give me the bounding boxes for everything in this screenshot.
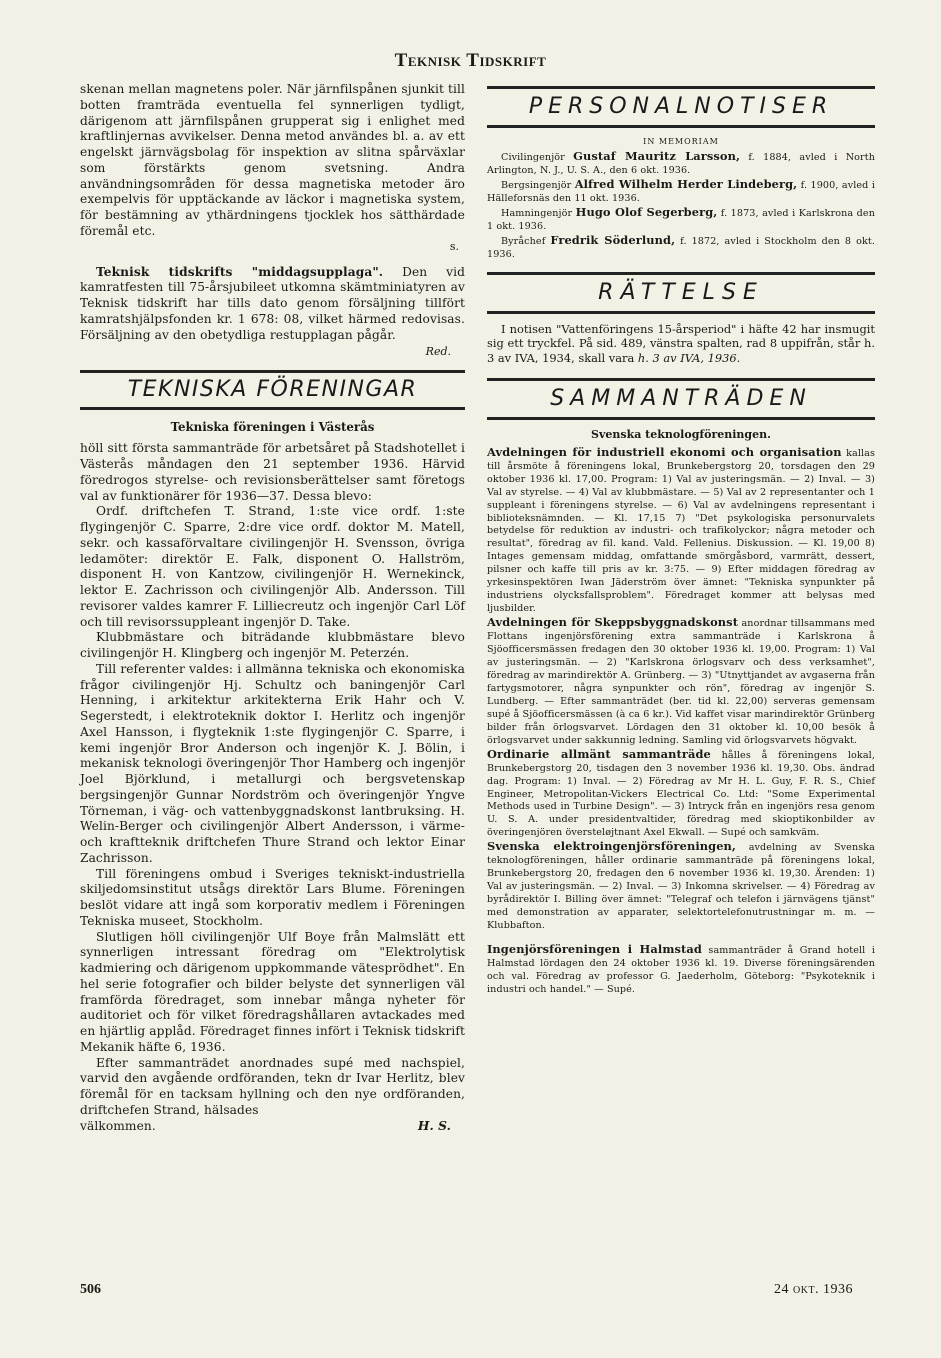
paragraph-2: Ordf. driftchefen T. Strand, 1:ste vice ordf. 1:ste flygingenjör C. Sparre, 2:dre vice ordf. doktor M. Matell, sekr. och kassaförvaltare civilingenjör H. Svensson, övriga ledamöter: direktör E. Falk, disponent O. Hallström, disponent H. von Kantzow, civilingenjör H. Wernekinck, lektor E. Zachrisson och civilingenjör Alb. Andersson. Till revisorer valdes kamrer F. Lilliecreutz och ingenjör Carl Löf och till revisorssuppleant ingenjör D. Take.: [80, 504, 465, 629]
memoriam-entry: [487, 206, 875, 234]
meeting-entry: [487, 840, 875, 933]
memoriam-text: f. 1873, avled i Karlskrona den 1 okt. 1936.: [487, 207, 875, 232]
meeting-text: kallas till årsmöte å föreningens lokal, Brunkebergstorg 20, torsdagen den 29 oktober 1936 kl. 17,00. Program: 1) Val av justeringsmän. — 2) Inval. — 3) Val av styrelse. — 4) Val av klubbmästare. — 5) Val av 2 representanter och 1 suppleant i föreningens styrelse. — 6) Val av avdelningens representant i biblioteksnämnden. — Kl. 17,15 7) "Det psykologiska personurvalets betydelse för reduktion av industri- och trafikolyckor; några metoder och resultat", föredrag av fil. kand. Vald. Fellenius. Diskussion. — Kl. 19,00 8) Intages gemensam middag, omfattande smörgåsbord, varmrätt, dessert, pilsner och kaffe till pris av kr. 3:75. — 9) Efter middagen föredrag av yrkesinspektören Iwan Jäderström över ämnet: "Tekniska synpunkter på industriens olycksfallsproblem". Föredraget kommer att belysas med ljusbilder.: [487, 447, 876, 615]
intro-paragraph: skenan mellan magnetens poler. När järnfilspånen sjunkit till botten framträda eventuella fel synnerligen tydligt, därigenom att järnfilspånen grupperat sig i enlighet med kraftlinjernas avvikelser. Denna metod användes bl. a. av ett engelskt järnvägsbolag för inspektion av slitna spårväxlar som förstärkts genom svetsning. Andra användningsområden för dessa magnetiska metoder äro exempelvis för upptäckande av läckor i magnetiska system, för bestämning av ythärdningens tjocklek hos sätthärdade föremål etc.: [80, 82, 465, 238]
paragraph-1: höll sitt första sammanträde för arbetsåret på Stadshotellet i Västerås måndagen den 21 september 1936. Härvid föredrogos styrelse- och revisionsberättelser samt företogs val av funktionärer för 1936—37. Dessa blevo:: [80, 441, 465, 503]
middag-paragraph: [80, 265, 465, 344]
memoriam-title: Bergsingenjör: [501, 179, 572, 191]
meeting-lead: Ingenjörsföreningen i Halmstad: [487, 942, 702, 956]
paragraph-7: Efter sammanträdet anordnades supé med nachspiel, varvid den avgående ordföranden, tekn dr Ivar Herlitz, blev föremål för en tacksam hyllning och den nye ordföranden, driftchefen Strand, hälsades: [80, 1055, 465, 1117]
memoriam-entry: [487, 234, 875, 262]
tekniska-foreningar-heading: TEKNISKA FÖRENINGAR: [127, 377, 418, 403]
middag-title: Teknisk tidskrifts "middagsupplaga".: [96, 264, 384, 279]
memoriam-text: f. 1900, avled i Hälleforsnäs den 11 okt. 1936.: [487, 179, 875, 204]
meeting-text: hålles å föreningens lokal, Brunkebergstorg 20, tisdagen den 3 november 1936 kl. 19,30. Obs. ändrad dag. Program: 1) Inval. — 2) Föredrag av Mr H. L. Guy, F. R. S., Chief Engineer, Metropolitan-Vickers Electrical Co. Ltd: "Some Experimental Methods used in Turbine Design". — 3) Intryck från en ingenjörs resa genom U. S. A. under presidentvaltider, föredrag med skioptikonbilder av överingenjören översteløjtnant Axel Ekwall. — Supé och samkväm.: [487, 749, 875, 839]
memoriam-name: Gustaf Mauritz Larsson,: [573, 149, 741, 163]
rattelse-banner: [487, 272, 875, 314]
rattelse-text: [487, 322, 875, 366]
memoriam-entry: [487, 150, 875, 178]
sammantraden-heading: SAMMANTRÄDEN: [550, 385, 812, 411]
paragraph-5: Till föreningens ombud i Sveriges tekniskt-industriella skiljedomsinstitut utsågs direktör Lars Blume. Föreningen beslöt vidare att ingå som korporativ medlem i Föreningen Tekniska museet, Stockholm.: [80, 866, 465, 928]
teknologforeningen-subheading: Svenska teknologföreningen.: [591, 427, 771, 441]
memoriam-title: Hamningenjör: [501, 207, 573, 219]
meeting-entry: [487, 616, 875, 748]
meeting-text: avdelning av Svenska teknologföreningen, håller ordinarie sammanträde på föreningens lokal, Brunkebergstorg 20, fredagen den 6 november 1936 kl. 19,30. Ärenden: 1) Val av justeringsmän. — 2) Inval. — 3) Inkomna skrivelser. — 4) Föredrag av byrådirektör I. Billing över ämnet: "Telegraf och telefon i järnvägens tjänst" med demonstration av apparater, selektortelefonutrustningar m. m. — Klubbafton.: [487, 842, 875, 932]
intro-signature: s.: [449, 239, 459, 253]
masthead: Teknisk Tidskrift: [394, 50, 547, 71]
memoriam-text: f. 1884, avled i North Arlington, N. J., U. S. A., den 6 okt. 1936.: [487, 152, 875, 176]
personalnotiser-banner: [487, 86, 875, 128]
rattelse-body: I notisen "Vattenföringens 15-årsperiod" i häfte 42 har insmugit sig ett tryckfel. På sid. 489, vänstra spalten, rad 8 uppifrån, står h. 3 av IVA, 1934, skall vara: [487, 321, 875, 366]
memoriam-name: Alfred Wilhelm Herder Lindeberg,: [574, 176, 798, 191]
memoriam-text: f. 1872, avled i Stockholm den 8 okt. 1936.: [487, 235, 876, 260]
left-column: [80, 82, 465, 1134]
meeting-lead: Avdelningen för Skeppsbyggnadskonst: [487, 615, 739, 630]
page-number: 506: [80, 1282, 101, 1297]
meeting-entry: [487, 943, 875, 997]
memoriam-title: Civilingenjör: [501, 152, 565, 163]
rattelse-heading: RÄTTELSE: [598, 279, 764, 305]
closing-line: [80, 1119, 465, 1135]
tekniska-foreningar-banner: [80, 370, 465, 410]
meeting-entry: [487, 446, 875, 616]
paragraph-4: Till referenter valdes: i allmänna tekniska och ekonomiska frågor civilingenjör Hj. Schultz och baningenjör Carl Henning, i arkitektur arkitekterna Erik Hahr och V. Segerstedt, i elektroteknik doktor I. Herlitz och ingenjör Axel Hansson, i flygteknik 1:ste flygingenjör C. Sparre, i kemi ingenjör Bror Anderson och ingenjör K. J. Bölin, i mekanisk teknologi överingenjör Thor Hamberg och ingenjör Joel Björklund, i metallurgi och bergsvetenskap bergsingenjör Gunnar Nordström och överingenjör Yngve Törneman, i väg- och vattenbyggnadskonst lantbruksing. H. Welin-Berger och civilingenjör Albert Andersson, i värme- och kraftteknik driftchefen Thure Strand och lektor Einar Zachrisson.: [80, 661, 465, 865]
sammantraden-banner: [487, 378, 875, 420]
right-column: [487, 82, 875, 997]
memoriam-name: Fredrik Söderlund,: [550, 232, 676, 247]
meeting-lead: Avdelningen för industriell ekonomi och organisation: [487, 444, 842, 459]
middag-text: Den vid kamratfesten till 75-årsjubileet utkomna skämtminiatyren av Teknisk tidskrift har tills dato genom försäljning tillfört kamratshjälpsfonden kr. 1 678: 08, vilket härmed redovisas. Försäljning av den obetydliga restupplagan pågår.: [80, 264, 466, 342]
memoriam-name: Hugo Olof Segerberg,: [575, 204, 718, 219]
rattelse-correct-value: h. 3 av IVA, 1936.: [637, 351, 741, 366]
meeting-text: anordnar tillsammans med Flottans ingenjörsförening extra sammanträde i Karlskrona å Sjöofficersmässen fredagen den 30 oktober 1936 kl. 19,00. Program: 1) Val av justeringsmän. — 2) "Karlskrona örlogsvarv och dess verksamhet", föredrag av marindirektör A. Grünberg. — 3) "Utnyttjandet av avgaserna från fartygsmotorer, några synpunkter och rön", föredrag av ingenjör S. Lundberg. — Efter sammanträdet (ber. tid kl. 22,00) serveras gemensam supé å Sjöofficersmässen (à ca 6 kr.). Vid kaffet visar marindirektör Grünberg bilder från örlogsvarvet. Lördagen den 31 oktober kl. 10,00 besök å örlogsvarvet under sakkunnig ledning. Samling vid örlogsvarvets högvakt.: [487, 618, 875, 746]
closing-word: välkommen.: [80, 1118, 156, 1133]
paragraph-6: Slutligen höll civilingenjör Ulf Boye från Malmslätt ett synnerligen intressant föredrag om "Elektrolytisk kadmiering och därigenom uppkommande vätesprödhet". En hel serie fotografier och bilder belyste det synnerligen väl framförda föredraget, som innebar många nyheter för auditoriet och för vilket föredragshållaren avtackades med en hjärtlig applåd. Föredraget finnes infört i Teknisk tidskrift Mekanik häfte 6, 1936.: [80, 929, 465, 1054]
paragraph-3: Klubbmästare och biträdande klubbmästare blevo civilingenjör H. Klingberg och ingenjör M. Peterzén.: [80, 630, 465, 660]
meeting-entry: [487, 748, 875, 841]
issue-date: 24 okt. 1936: [774, 1282, 854, 1297]
personalnotiser-heading: PERSONALNOTISER: [528, 94, 834, 119]
middag-signature: Red.: [425, 345, 451, 359]
meeting-text: sammanträder å Grand hotell i Halmstad lördagen den 24 oktober 1936 kl. 19. Diverse föreningsärenden och val. Föredrag av professor G. Jaederholm, Göteborg: "Psykoteknik i industri och handel." — Supé.: [487, 945, 875, 995]
meeting-lead: Ordinarie allmänt sammanträde: [487, 746, 711, 761]
memoriam-heading: IN MEMORIAM: [643, 137, 719, 146]
memoriam-entry: [487, 178, 875, 206]
closing-signature: H. S.: [417, 1118, 451, 1133]
meeting-lead: Svenska elektroingenjörsföreningen,: [487, 839, 736, 854]
vasteras-subheading: Tekniska föreningen i Västerås: [170, 420, 375, 435]
memoriam-title: Byråchef: [501, 235, 546, 247]
